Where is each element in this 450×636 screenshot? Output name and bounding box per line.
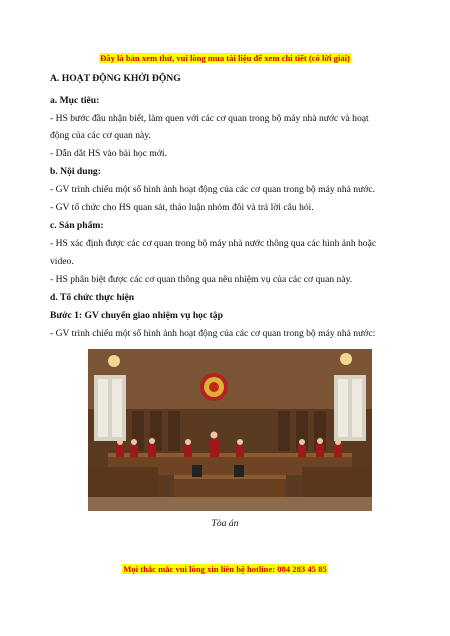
san-pham-line: - HS phân biệt được các cơ quan thông qua nêu nhiệm vụ của các cơ quan này. [50,274,353,285]
buoc-1-heading: Bước 1: GV chuyển giao nhiệm vụ học tập [50,310,223,321]
hotline-banner [0,564,450,574]
photo-caption: Tòa án [211,518,239,529]
noi-dung-line: - GV trình chiếu một số hình ảnh hoạt động của các cơ quan trong bộ máy nhà nước. [50,184,376,195]
buoc-1-text: - GV trình chiếu một số hình ảnh hoạt động của các cơ quan trong bộ máy nhà nước: [50,328,376,339]
san-pham-line: video. [50,256,74,267]
preview-notice-banner [0,53,450,63]
san-pham-heading: c. Sản phẩm: [50,220,104,231]
preview-notice-text: Đây là bản xem thử, vui lòng mua tài liệu để xem chi tiết (có lời giải) [100,53,350,63]
muc-tieu-line: động của các cơ quan này. [50,130,151,141]
to-chuc-heading: d. Tổ chức thực hiện [50,292,135,303]
section-title: A. HOẠT ĐỘNG KHỞI ĐỘNG [50,73,181,84]
noi-dung-heading: b. Nội dung: [50,166,101,177]
muc-tieu-heading: a. Mục tiêu: [50,95,100,106]
muc-tieu-line: - HS bước đầu nhận biết, làm quen với các cơ quan trong bộ máy nhà nước và hoạt [50,113,369,124]
hotline-text: Mọi thắc mắc vui lòng xin liên hệ hotline: 084 283 45 85 [123,564,327,574]
noi-dung-line: - GV tổ chức cho HS quan sát, thảo luận nhóm đôi và trả lời câu hỏi. [50,202,314,213]
courtroom-photo [88,349,372,511]
san-pham-line: - HS xác định được các cơ quan trong bộ máy nhà nước thông qua các hình ảnh hoặc [50,238,377,249]
muc-tieu-line: - Dẫn dắt HS vào bài học mới. [50,148,167,159]
